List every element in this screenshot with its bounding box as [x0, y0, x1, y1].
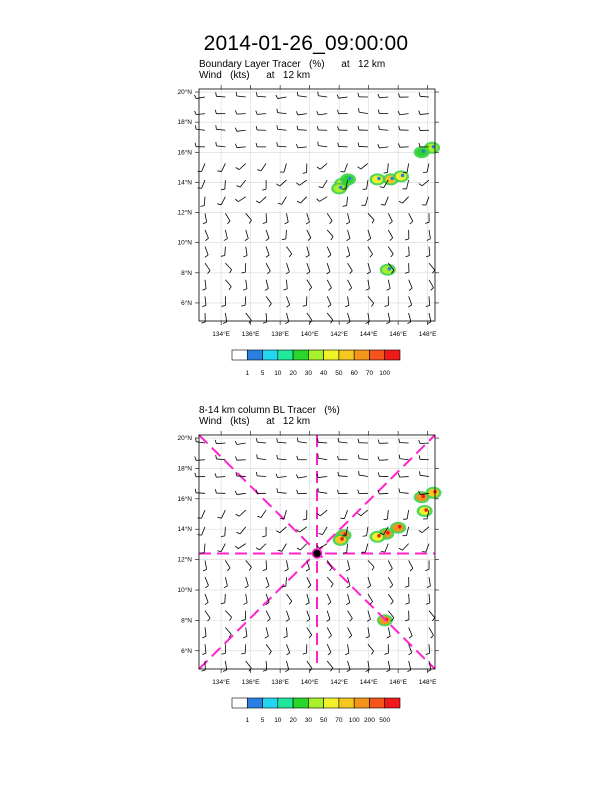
tracer-blob-core [416, 148, 427, 156]
x-tick-label: 138°E [271, 679, 290, 686]
x-tick-label: 146°E [389, 331, 408, 338]
wind-barb-flag [386, 322, 390, 324]
colorbar-box [385, 350, 400, 360]
y-tick-label: 16°N [177, 495, 192, 503]
colorbar-box [369, 698, 384, 708]
page-title: 2014-01-26_09:00:00 [203, 32, 409, 55]
y-tick-label: 8°N [181, 617, 192, 625]
colorbar-label: 10 [274, 370, 282, 377]
colorbar-label: 50 [335, 370, 343, 377]
wind-barb-shaft [266, 213, 267, 222]
colorbar-label: 50 [320, 717, 328, 724]
y-tick-label: 16°N [177, 149, 192, 157]
colorbar-box [293, 698, 308, 708]
wind-barb-shaft [196, 460, 205, 461]
wind-barb-flag [420, 471, 421, 475]
tracer-blob-peak [388, 267, 392, 271]
tracer-blob-core [334, 184, 345, 192]
x-tick-label: 140°E [300, 331, 319, 338]
y-tick-label: 14°N [177, 179, 192, 187]
y-tick-label: 8°N [181, 269, 192, 277]
colorbar-box [308, 698, 323, 708]
wind-barb-flag [198, 188, 202, 189]
colorbar-box [339, 698, 354, 708]
x-tick-label: 142°E [330, 331, 349, 338]
y-tick-label: 12°N [177, 209, 192, 217]
x-tick-label: 148°E [418, 679, 437, 686]
x-tick-label: 136°E [241, 331, 260, 338]
x-tick-label: 142°E [330, 679, 349, 686]
panel2-title: 8-14 km column BL Tracer (%) [199, 405, 340, 416]
x-tick-label: 140°E [300, 679, 319, 686]
colorbar-label: 20 [289, 717, 297, 724]
colorbar [232, 350, 400, 377]
colorbar-label: 20 [289, 370, 297, 377]
wind-barb-shaft [298, 130, 307, 131]
panel1-subtitle: Wind (kts) at 12 km [199, 70, 311, 81]
y-tick-label: 14°N [177, 526, 192, 534]
tracer-blob-core [393, 524, 404, 532]
tracer-blob-peak [424, 508, 428, 512]
colorbar-label: 30 [304, 717, 312, 724]
tracer-blob-peak [398, 525, 402, 529]
wind-barb-flag [195, 125, 196, 129]
tracer-blob-peak [421, 494, 425, 498]
panel2-subtitle: Wind (kts) at 12 km [199, 416, 311, 427]
colorbar-box [369, 350, 384, 360]
x-tick-label: 138°E [271, 331, 290, 338]
colorbar-box [385, 698, 400, 708]
tracer-blob-peak [377, 177, 381, 181]
y-tick-label: 10°N [177, 586, 192, 594]
wind-barb-flag [386, 670, 390, 672]
colorbar-box [308, 350, 323, 360]
wind-barb-flag [201, 322, 205, 323]
colorbar-box [232, 698, 247, 708]
wind-barb-shaft [225, 527, 226, 536]
colorbar-label: 100 [379, 370, 391, 377]
wind-barb-flag [407, 322, 410, 324]
x-tick-label: 148°E [418, 331, 437, 338]
wind-barb-flag [223, 670, 227, 672]
center-marker [313, 549, 322, 558]
wind-barb-flag [223, 322, 227, 324]
wind-barb-flag [197, 171, 201, 172]
wind-barb-flag [194, 95, 196, 99]
tracer-blob-peak [386, 531, 390, 535]
wind-barb-flag [407, 670, 410, 672]
wind-barb-flag [347, 670, 350, 672]
panel1-title: Boundary Layer Tracer (%) at 12 km [199, 59, 386, 70]
colorbar-box [278, 698, 293, 708]
tracer-blob-peak [401, 174, 405, 178]
colorbar-box [232, 350, 247, 360]
tracer-blob-peak [377, 534, 381, 538]
colorbar-box [278, 350, 293, 360]
colorbar-box [354, 698, 369, 708]
colorbar-label: 30 [304, 370, 312, 377]
wind-barb-flag [338, 438, 339, 442]
colorbar-label: 40 [320, 370, 328, 377]
colorbar-label: 500 [379, 717, 391, 724]
tracer-blob-core [428, 489, 439, 497]
x-tick-label: 134°E [212, 679, 231, 686]
colorbar-label: 200 [364, 717, 375, 724]
y-tick-label: 6°N [181, 647, 192, 655]
wind-barb-flag [347, 322, 350, 324]
x-tick-label: 134°E [212, 331, 231, 338]
y-tick-label: 10°N [177, 239, 192, 247]
wind-barb-flag [195, 489, 196, 493]
colorbar-box [247, 350, 262, 360]
wind-barb-flag [195, 473, 196, 477]
wind-barb-flag [285, 322, 288, 324]
colorbar-label: 10 [274, 717, 282, 724]
wind-barb-flag [263, 322, 267, 323]
colorbar-label: 5 [260, 370, 265, 377]
y-tick-label: 18°N [177, 119, 192, 127]
wind-barb-shaft [266, 560, 267, 569]
y-tick-label: 18°N [177, 465, 192, 473]
wind-barb-flag [197, 518, 201, 519]
colorbar-label: 100 [348, 717, 360, 724]
wind-barb-flag [399, 455, 400, 459]
wind-barb-flag [358, 455, 359, 459]
colorbar-box [354, 350, 369, 360]
wind-barb-flag [285, 670, 288, 672]
colorbar [232, 698, 400, 724]
wind-barb-flag [201, 670, 205, 671]
x-tick-label: 146°E [389, 679, 408, 686]
wind-barb-flag [263, 670, 267, 671]
colorbar-box [339, 350, 354, 360]
tracer-blob-core [335, 536, 346, 544]
y-tick-label: 12°N [177, 556, 192, 564]
tracer-blob-core [396, 172, 407, 180]
wind-barb-flag [195, 457, 196, 461]
x-tick-label: 144°E [359, 679, 378, 686]
wind-barb-shaft [237, 114, 246, 115]
colorbar-label: 70 [365, 370, 374, 377]
wind-barb-flag [195, 143, 196, 147]
colorbar-label: 1 [245, 717, 250, 724]
colorbar-label: 1 [245, 370, 250, 377]
wind-barb-shaft [379, 460, 388, 461]
map-background [199, 89, 435, 321]
tracer-blob-core [342, 175, 353, 183]
colorbar-label: 70 [335, 717, 343, 724]
tracer-blob-peak [339, 186, 343, 190]
wind-barb-shaft [196, 493, 205, 494]
colorbar-box [324, 698, 339, 708]
y-tick-label: 20°N [177, 435, 192, 443]
wind-barb-flag [318, 142, 319, 146]
colorbar-label: 60 [350, 370, 358, 377]
tracer-blob-peak [340, 537, 344, 541]
y-tick-label: 20°N [177, 89, 192, 97]
tracer-blob-core [372, 175, 383, 183]
colorbar-box [324, 350, 339, 360]
colorbar-label: 5 [260, 717, 265, 724]
wind-barb-flag [195, 111, 196, 115]
x-tick-label: 136°E [241, 679, 260, 686]
x-tick-label: 144°E [359, 331, 378, 338]
colorbar-box [247, 698, 262, 708]
wind-barb-shaft [400, 477, 409, 478]
column-bl-tracer-map [0, 400, 612, 792]
colorbar-box [293, 350, 308, 360]
colorbar-box [263, 350, 278, 360]
wind-barb-flag [198, 535, 202, 536]
colorbar-box [263, 698, 278, 708]
y-tick-label: 6°N [181, 299, 192, 307]
tracer-blob-peak [421, 149, 425, 153]
wind-barb-shaft [225, 180, 226, 189]
tracer-blob-peak [348, 177, 352, 181]
